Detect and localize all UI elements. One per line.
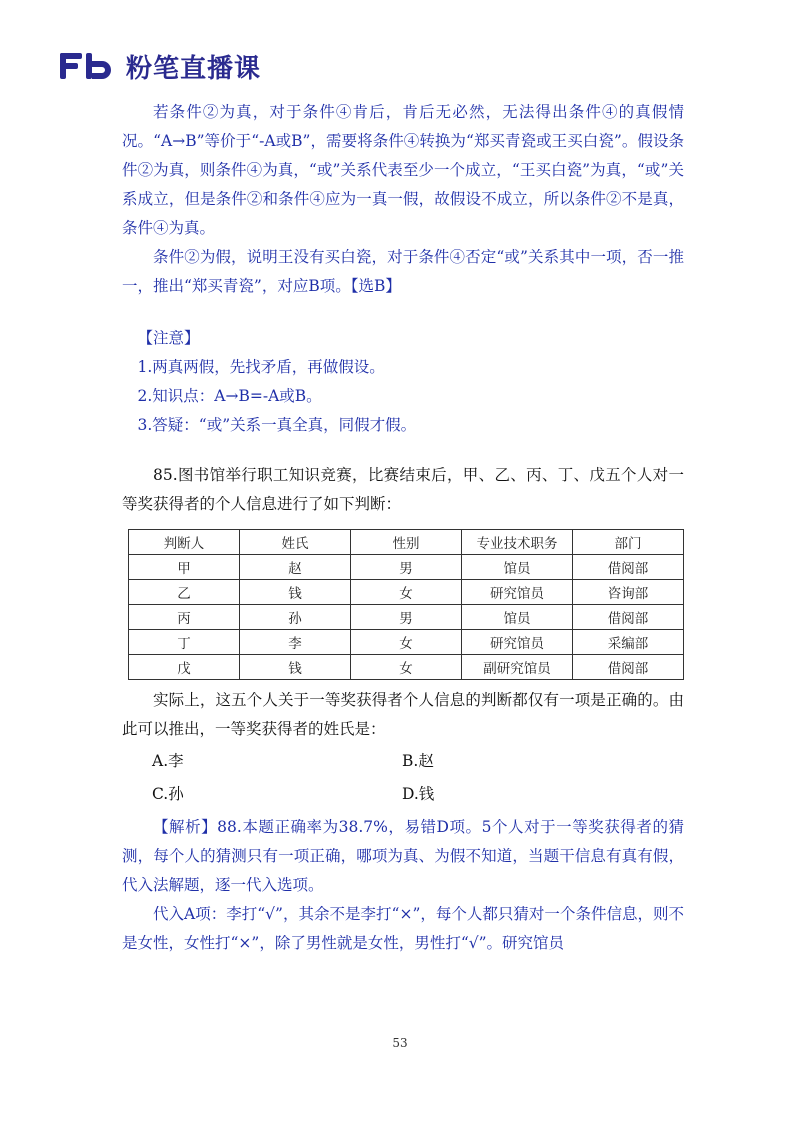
table-cell: 乙: [129, 580, 240, 605]
option-c: C.孙: [152, 785, 184, 803]
options-row-2: [122, 780, 684, 809]
analysis-paragraph-2: 条件②为假，说明王没有买白瓷，对于条件④否定“或”关系其中一项，否一推一，推出“郑买青瓷”，对应B项。【选B】: [122, 248, 684, 295]
question-stem: 85.图书馆举行职工知识竞赛，比赛结束后，甲、乙、丙、丁、戊五个人对一等奖获得者的个人信息进行了如下判断：: [122, 466, 684, 513]
table-cell: 馆员: [462, 605, 573, 630]
table-cell: 甲: [129, 555, 240, 580]
judgment-table: [128, 529, 684, 680]
table-row: [129, 655, 684, 680]
note-title: 【注意】: [137, 329, 200, 347]
table-header-cell: 性别: [351, 530, 462, 555]
table-cell: 借阅部: [573, 655, 684, 680]
table-cell: 女: [351, 630, 462, 655]
table-cell: 戊: [129, 655, 240, 680]
page-content: [122, 98, 684, 958]
options-row-1: [122, 747, 684, 776]
fb-logo-icon: [60, 53, 116, 79]
question-followup: 实际上，这五个人关于一等奖获得者个人信息的判断都仅有一项是正确的。由此可以推出，一等奖获得者的姓氏是：: [122, 691, 684, 738]
table-cell: 借阅部: [573, 555, 684, 580]
note-item-1: 1.两真两假，先找矛盾，再做假设。: [137, 358, 385, 376]
table-cell: 副研究馆员: [462, 655, 573, 680]
table-cell: 钱: [240, 580, 351, 605]
table-row: [129, 605, 684, 630]
table-cell: 男: [351, 555, 462, 580]
table-cell: 研究馆员: [462, 630, 573, 655]
page-number: 53: [392, 1036, 408, 1050]
table-row: [129, 555, 684, 580]
table-cell: 李: [240, 630, 351, 655]
note-item-3: 3.答疑：“或”关系一真全真，同假才假。: [137, 416, 417, 434]
option-a: A.李: [152, 752, 184, 770]
option-d: D.钱: [402, 785, 435, 803]
table-cell: 研究馆员: [462, 580, 573, 605]
table-cell: 女: [351, 580, 462, 605]
table-header-cell: 部门: [573, 530, 684, 555]
table-header-cell: 专业技术职务: [462, 530, 573, 555]
solution-paragraph-2: 代入A项：李打“√”，其余不是李打“×”，每个人都只猜对一个条件信息，则不是女性，女性打“×”，除了男性就是女性，男性打“√”。研究馆员: [122, 905, 684, 952]
table-cell: 馆员: [462, 555, 573, 580]
note-item-2: 2.知识点：A→B=-A或B。: [137, 387, 322, 405]
table-cell: 借阅部: [573, 605, 684, 630]
table-cell: 咨询部: [573, 580, 684, 605]
table-cell: 丁: [129, 630, 240, 655]
brand-name: 粉笔直播课: [126, 53, 262, 84]
note-block: [122, 324, 684, 440]
table-header-cell: 判断人: [129, 530, 240, 555]
analysis-paragraph-1: 若条件②为真，对于条件④肯后，肯后无必然，无法得出条件④的真假情况。“A→B”等价于“-A或B”，需要将条件④转换为“郑买青瓷或王买白瓷”。假设条件②为真，则条件④为真，“或”关系代表至少一个成立，“王买白瓷”为真，“或”关系成立，但是条件②和条件④应为一真一假，故假设不成立，所以条件②不是真，条件④为真。: [122, 103, 684, 237]
table-header-cell: 姓氏: [240, 530, 351, 555]
table-cell: 采编部: [573, 630, 684, 655]
brand-logo: [60, 50, 261, 82]
table-cell: 女: [351, 655, 462, 680]
table-row: [129, 580, 684, 605]
table-cell: 钱: [240, 655, 351, 680]
option-b: B.赵: [402, 752, 434, 770]
table-cell: 丙: [129, 605, 240, 630]
solution-paragraph-1: 【解析】88.本题正确率为38.7%，易错D项。5个人对于一等奖获得者的猜测，每个人的猜测只有一项正确，哪项为真、为假不知道，当题干信息有真有假，代入法解题，逐一代入选项。: [122, 818, 684, 894]
table-cell: 男: [351, 605, 462, 630]
table-row: [129, 630, 684, 655]
table-cell: 赵: [240, 555, 351, 580]
table-header-row: [129, 530, 684, 555]
table-cell: 孙: [240, 605, 351, 630]
